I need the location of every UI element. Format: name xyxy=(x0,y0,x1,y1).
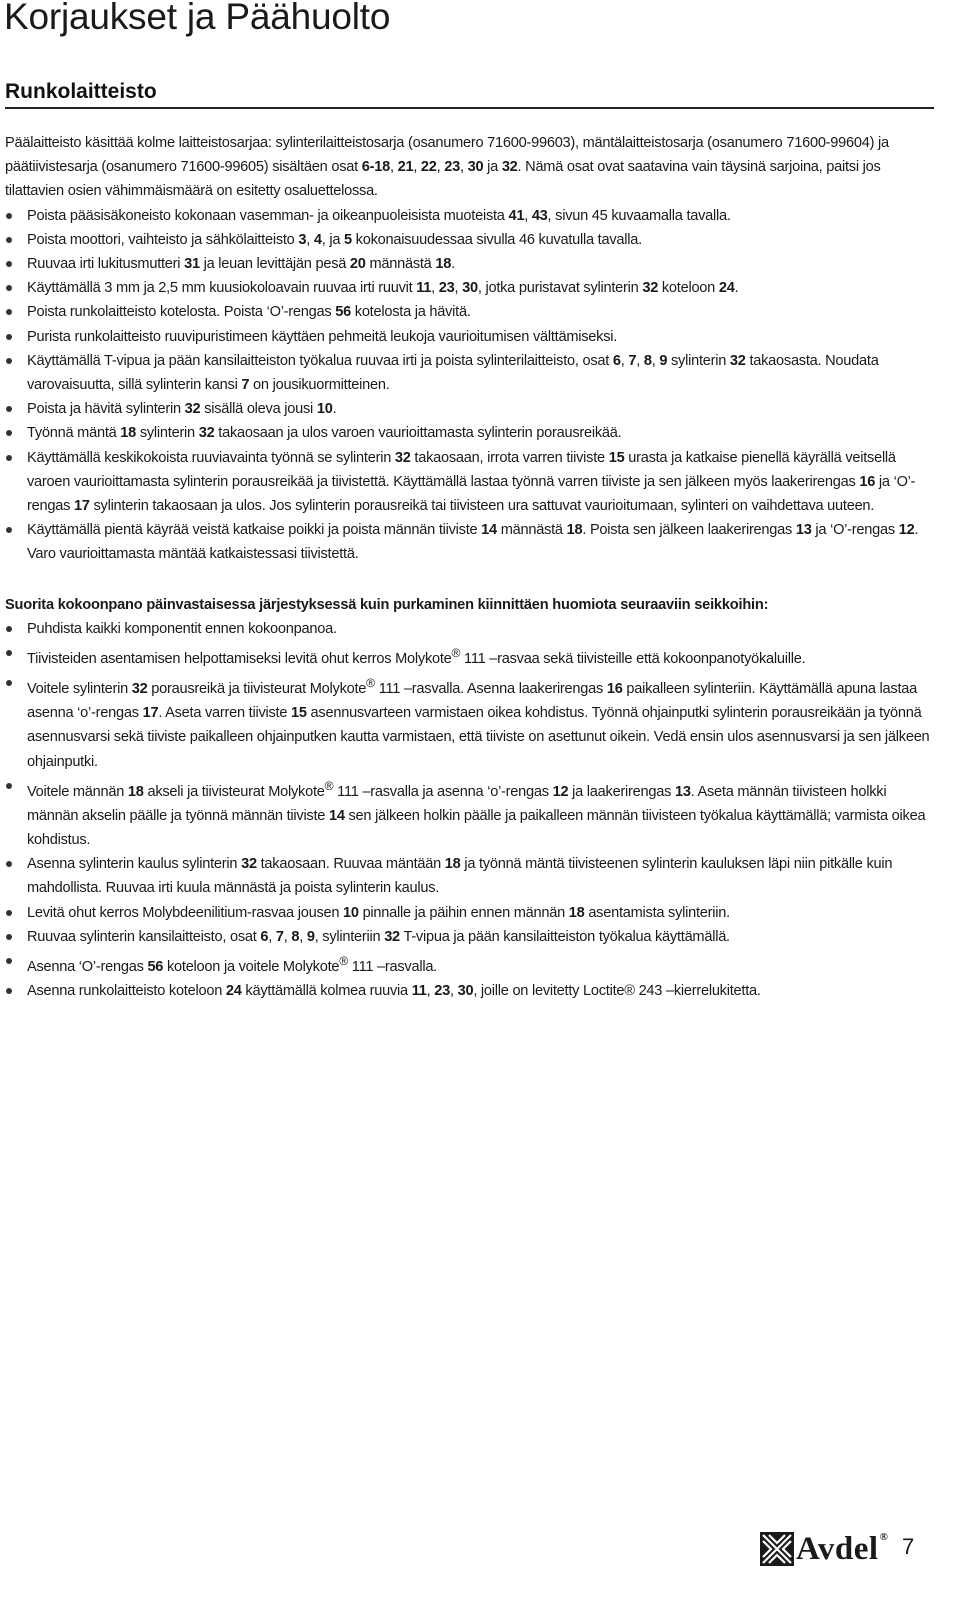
logo-registered-mark: ® xyxy=(879,1530,889,1543)
disassembly-steps xyxy=(5,204,935,567)
page-number: 7 xyxy=(902,1534,915,1559)
disassembly-step: Poista moottori, vaihteisto ja sähkölaitteisto 3, 4, ja 5 kokonaisuudessaa sivulla 46 kuvatulla tavalla. xyxy=(5,228,935,252)
assembly-step: Voitele sylinterin 32 porausreikä ja tiivisteurat Molykote® 111 –rasvalla. Asenna laakerirengas 16 paikalleen sylinteriin. Käyttämällä apuna lastaa asenna ‘o’-rengas 17. Aseta varren tiiviste 15 asennusvarteen varmistaen oikea kohdistus. Työnnä ohjainputki sylinterin porausreikään ja työnnä asennusvarsi sekä tiiviste paikalleen ohjainputken kautta varmistaen, että tiiviste on asettunut oikein. Vedä ensin ulos asennusvarsi ja sen jälkeen ohjainputki. xyxy=(5,671,935,774)
assembly-step: Voitele männän 18 akseli ja tiivisteurat Molykote® 111 –rasvalla ja asenna ‘o’-rengas 12 ja laakerirengas 13. Aseta männän tiivisteen holkki männän akselin päälle ja työnnä männän tiiviste 14 sen jälkeen holkin päälle ja paikalleen männän tiivisteen työkalua käyttämällä; varmista oikea kohdistus. xyxy=(5,774,935,852)
assembly-step: Levitä ohut kerros Molybdeenilitium-rasvaa jousen 10 pinnalle ja päihin ennen männän 18 asentamista sylinteriin. xyxy=(5,901,935,925)
disassembly-step: Purista runkolaitteisto ruuvipuristimeen käyttäen pehmeitä leukoja vaurioitumisen välttämiseksi. xyxy=(5,325,935,349)
logo-text xyxy=(796,1531,888,1568)
assembly-steps xyxy=(5,617,935,1003)
disassembly-step: Poista ja hävitä sylinterin 32 sisällä oleva jousi 10. xyxy=(5,397,935,421)
page-title: Korjaukset ja Päähuolto xyxy=(4,0,391,37)
section-heading: Runkolaitteisto xyxy=(5,80,934,109)
disassembly-step: Poista pääsisäkoneisto kokonaan vasemman- ja oikeanpuoleisista muoteista 41, 43, sivun 45 kuvaamalla tavalla. xyxy=(5,204,935,228)
disassembly-step: Ruuvaa irti lukitusmutteri 31 ja leuan levittäjän pesä 20 männästä 18. xyxy=(5,252,935,276)
disassembly-step: Poista runkolaitteisto kotelosta. Poista ‘O’-rengas 56 kotelosta ja hävitä. xyxy=(5,300,935,324)
assembly-step: Puhdista kaikki komponentit ennen kokoonpanoa. xyxy=(5,617,935,641)
avdel-logo xyxy=(760,1530,888,1568)
assembly-step: Asenna sylinterin kaulus sylinterin 32 takaosaan. Ruuvaa mäntään 18 ja työnnä mäntä tiivisteenen sylinterin kauluksen läpi niin pitkälle kuin mahdollista. Ruuvaa irti kuula männästä ja poista sylinterin kaulus. xyxy=(5,852,935,900)
assembly-step: Asenna ‘O’-rengas 56 koteloon ja voitele Molykote® 111 –rasvalla. xyxy=(5,949,935,979)
content xyxy=(5,131,935,1003)
logo-wordmark: Avdel xyxy=(796,1530,879,1567)
disassembly-step: Työnnä mäntä 18 sylinterin 32 takaosaan ja ulos varoen vaurioittamasta sylinterin porausreikää. xyxy=(5,421,935,445)
assembly-heading: Suorita kokoonpano päinvastaisessa järjestyksessä kuin purkaminen kiinnittäen huomiota seuraaviin seikkoihin: xyxy=(5,596,769,613)
assembly-step: Tiivisteiden asentamisen helpottamiseksi levitä ohut kerros Molykote® 111 –rasvaa sekä tiivisteille että kokoonpanotyökaluille. xyxy=(5,641,935,671)
disassembly-step: Käyttämällä keskikokoista ruuviavainta työnnä se sylinterin 32 takaosaan, irrota varren tiiviste 15 urasta ja katkaise pienellä käyrällä veitsellä varoen vaurioittamasta sylinterin porausreikää ja tiivistettä. Käyttämällä lastaa työnnä varren tiiviste ja sen jälkeen myös laakerirengas 16 ja ‘O’-rengas 17 sylinterin takaosaan ja ulos. Jos sylinterin porausreikä tai tiivisteen ura sattuvat vaurioitumaan, sylinteri on vaihdettava uuteen. xyxy=(5,446,935,519)
disassembly-step: Käyttämällä 3 mm ja 2,5 mm kuusiokoloavain ruuvaa irti ruuvit 11, 23, 30, jotka puristavat sylinterin 32 koteloon 24. xyxy=(5,276,935,300)
avdel-logo-mark-icon xyxy=(760,1532,794,1566)
intro-paragraph: Päälaitteisto käsittää kolme laitteistosarjaa: sylinterilaitteistosarja (osanumero 71600-99603), mäntälaitteistosarja (osanumero 71600-99604) ja päätiivistesarja (osanumero 71600-99605) sisältäen osat 6-18, 21, 22, 23, 30 ja 32. Nämä osat ovat saatavina vain täysinä sarjoina, paitsi jos tilattavien osien vähimmäismäärä on esitetty osaluettelossa. xyxy=(5,135,889,200)
assembly-step: Ruuvaa sylinterin kansilaitteisto, osat 6, 7, 8, 9, sylinteriin 32 T-vipua ja pään kansilaitteiston työkalua käyttämällä. xyxy=(5,925,935,949)
assembly-step: Asenna runkolaitteisto koteloon 24 käyttämällä kolmea ruuvia 11, 23, 30, joille on levitetty Loctite® 243 –kierrelukitetta. xyxy=(5,979,935,1003)
disassembly-step: Käyttämällä pientä käyrää veistä katkaise poikki ja poista männän tiiviste 14 männästä 18. Poista sen jälkeen laakerirengas 13 ja ‘O’-rengas 12. Varo vaurioittamasta mäntää katkaistessasi tiivistettä. xyxy=(5,518,935,566)
disassembly-step: Käyttämällä T-vipua ja pään kansilaitteiston työkalua ruuvaa irti ja poista sylinterilaitteisto, osat 6, 7, 8, 9 sylinterin 32 takaosasta. Noudata varovaisuutta, sillä sylinterin kansi 7 on jousikuormitteinen. xyxy=(5,349,935,397)
